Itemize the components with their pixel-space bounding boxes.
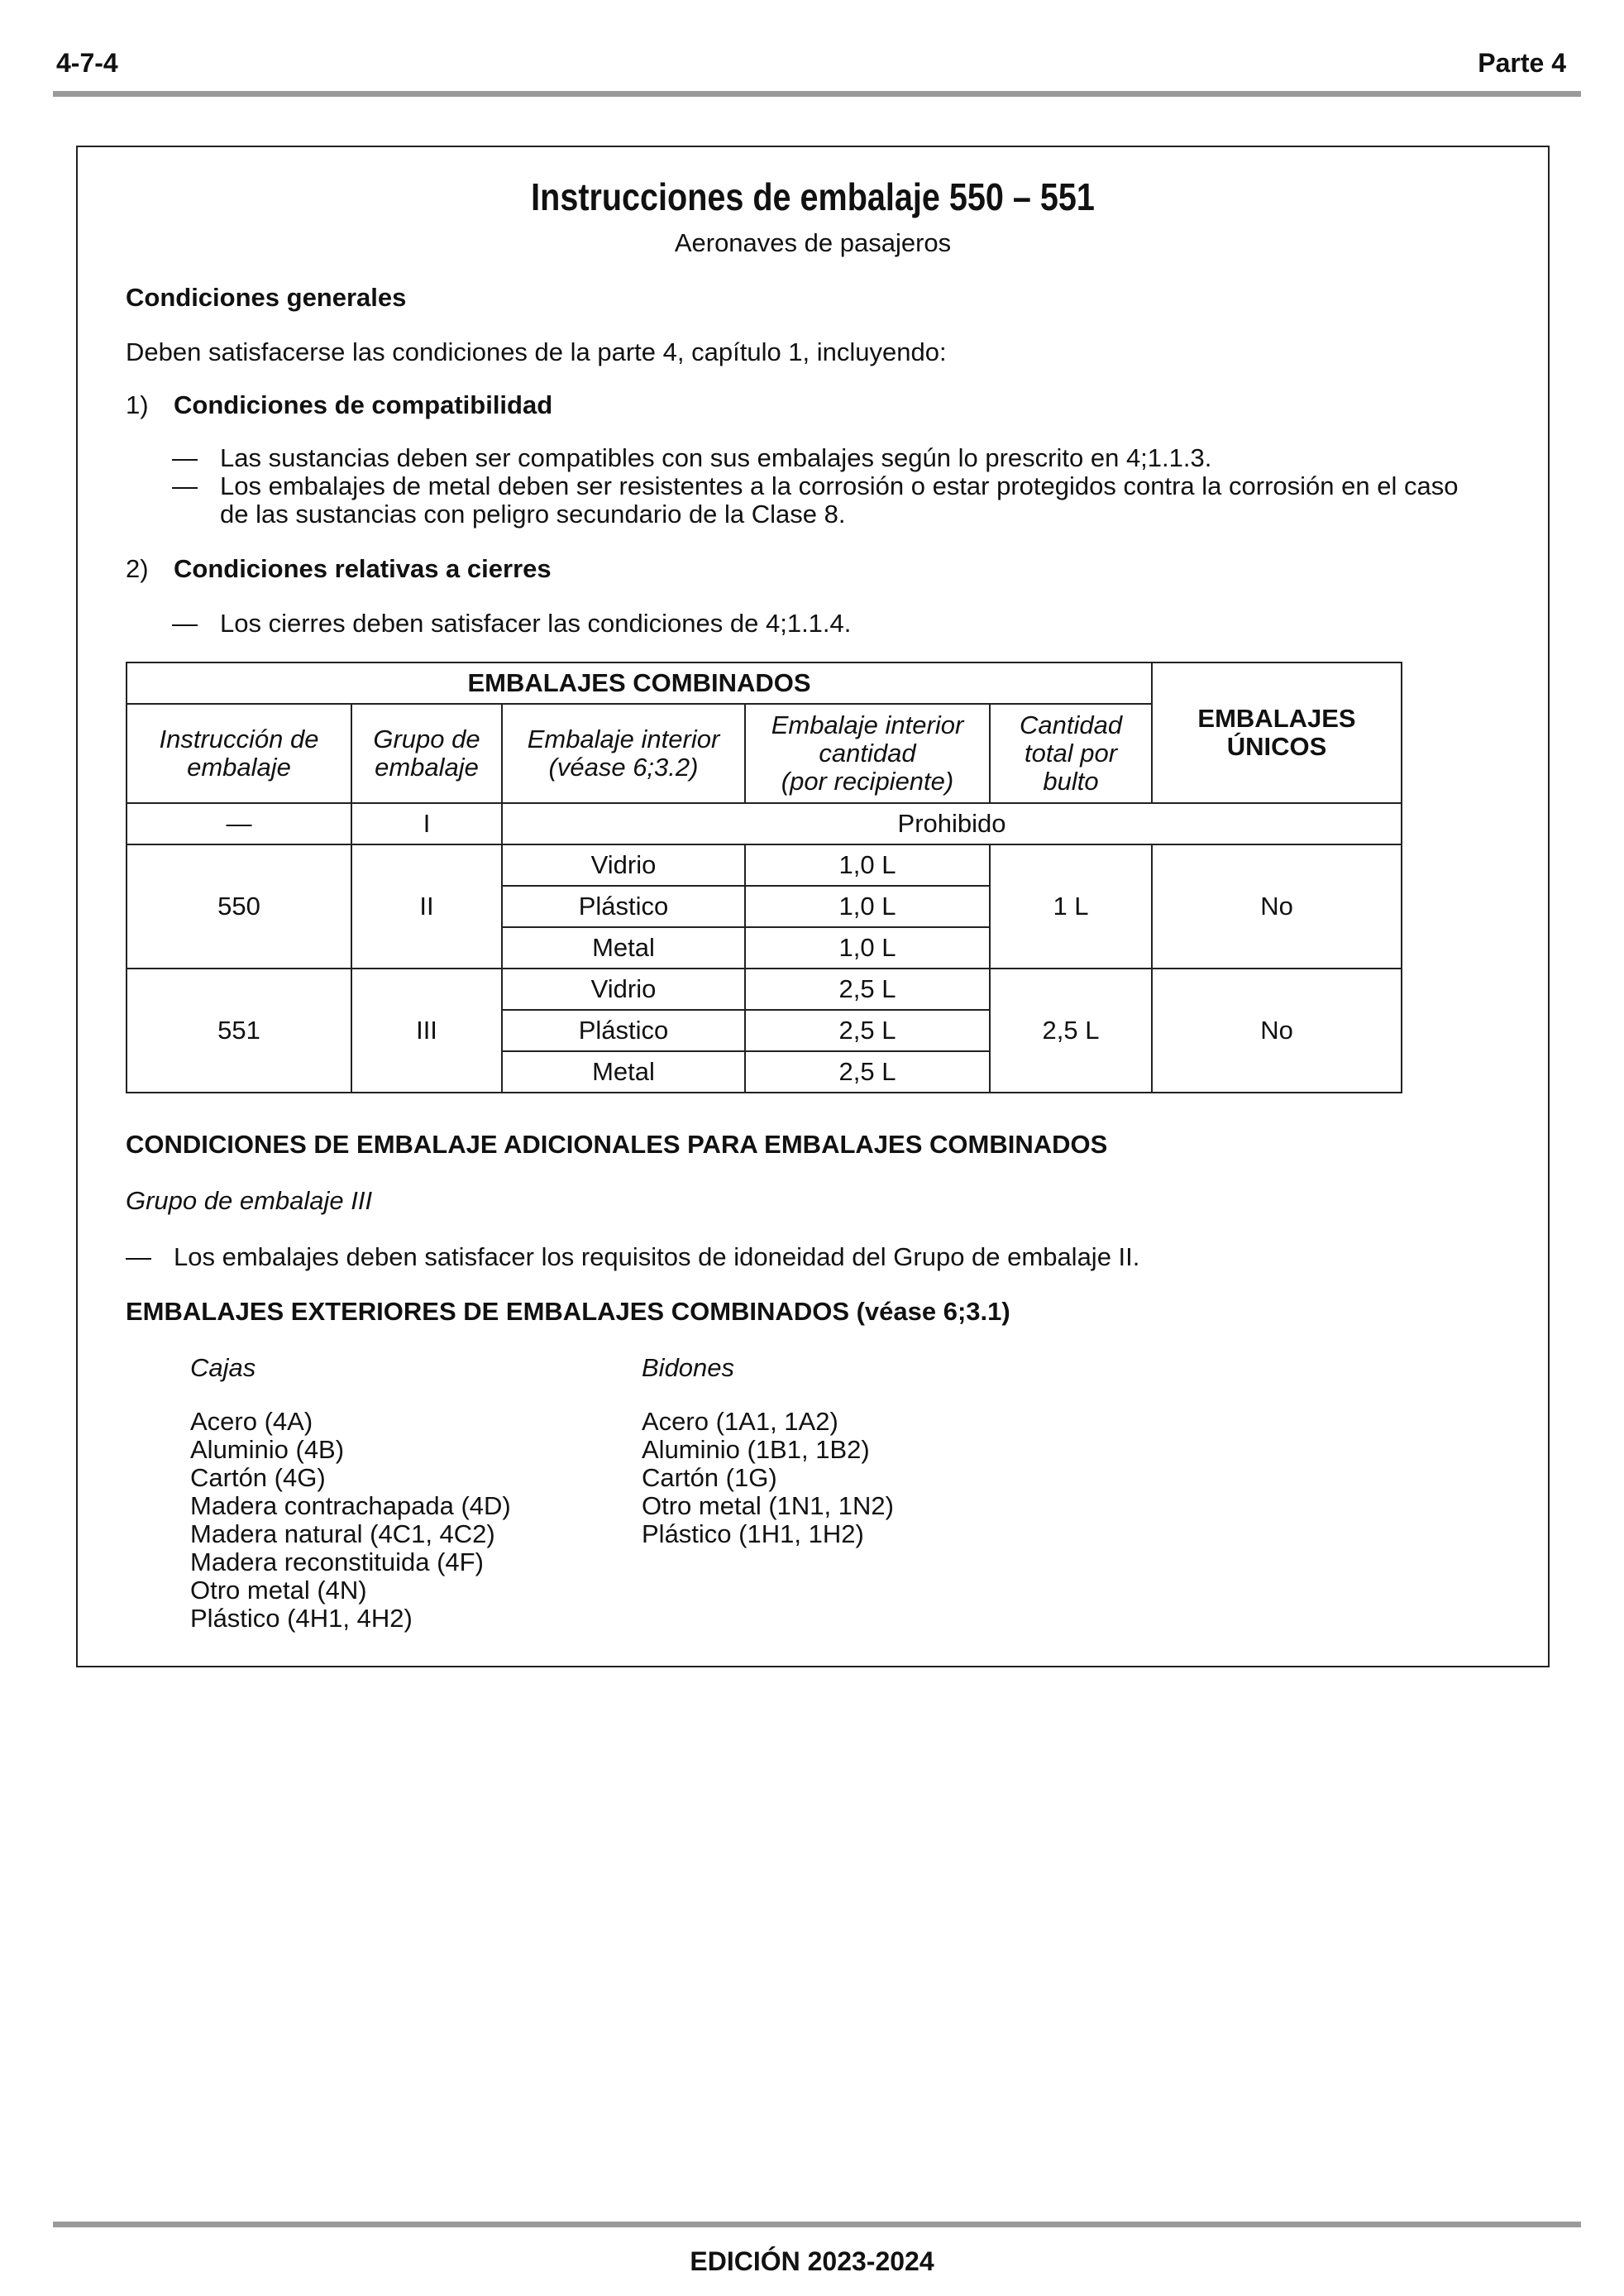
table-cell: No xyxy=(1152,844,1402,969)
header-inner-quantity: Embalaje interior cantidad (por recipiente) xyxy=(745,704,990,803)
general-heading: Condiciones generales xyxy=(126,283,407,312)
dash: — xyxy=(172,609,198,638)
additional-heading: CONDICIONES DE EMBALAJE ADICIONALES PARA EMBALAJES COMBINADOS xyxy=(126,1130,1108,1159)
part-label: Parte 4 xyxy=(1478,48,1566,78)
table-cell: 1,0 L xyxy=(745,886,990,927)
list-item: Madera reconstituida (4F) xyxy=(190,1547,484,1576)
header-packing-instruction: Instrucción de embalaje xyxy=(127,704,351,803)
closure-bullet: Los cierres deben satisfacer las condiciones de 4;1.1.4. xyxy=(220,609,852,638)
table-cell: Vidrio xyxy=(502,844,745,886)
instruction-box xyxy=(76,146,1550,1667)
list-item: Acero (4A) xyxy=(190,1407,313,1436)
section-1-heading: Condiciones de compatibilidad xyxy=(174,390,553,419)
table-row xyxy=(127,803,1402,844)
dash: — xyxy=(172,471,198,500)
list-item: Otro metal (4N) xyxy=(190,1576,367,1605)
table-cell: 551 xyxy=(127,969,351,1093)
combined-packagings-header: EMBALAJES COMBINADOS xyxy=(127,662,1152,704)
list-item: Plástico (1H1, 1H2) xyxy=(642,1519,864,1548)
table-cell: 2,5 L xyxy=(990,969,1152,1093)
document-subtitle: Aeronaves de pasajeros xyxy=(674,228,952,257)
table-cell: Metal xyxy=(502,927,745,969)
table-cell: 1 L xyxy=(990,844,1152,969)
list-item: Acero (1A1, 1A2) xyxy=(642,1407,838,1436)
list-item: Plástico (4H1, 4H2) xyxy=(190,1604,413,1633)
dash: — xyxy=(126,1242,151,1271)
page-number: 4-7-4 xyxy=(56,48,118,78)
section-1-number: 1) xyxy=(126,390,149,419)
edition-label: EDICIÓN 2023-2024 xyxy=(690,2246,934,2276)
dash: — xyxy=(172,443,198,472)
single-packagings-header: EMBALAJES ÚNICOS xyxy=(1152,662,1402,803)
table-cell: Metal xyxy=(502,1051,745,1093)
table-cell: 550 xyxy=(127,844,351,969)
table-cell: 2,5 L xyxy=(745,1051,990,1093)
table-cell: 2,5 L xyxy=(745,969,990,1010)
table-row xyxy=(127,969,1402,1010)
table-cell: 1,0 L xyxy=(745,927,990,969)
section-2-number: 2) xyxy=(126,554,149,583)
footer-rule xyxy=(53,2222,1581,2227)
section-2-heading: Condiciones relativas a cierres xyxy=(174,554,552,583)
list-item: Madera natural (4C1, 4C2) xyxy=(190,1519,495,1548)
outer-heading: EMBALAJES EXTERIORES DE EMBALAJES COMBINADOS (véase 6;3.1) xyxy=(126,1297,1010,1326)
drums-title: Bidones xyxy=(642,1353,735,1382)
general-intro: Deben satisfacerse las condiciones de la parte 4, capítulo 1, incluyendo: xyxy=(126,337,947,366)
list-item: Cartón (1G) xyxy=(642,1463,777,1492)
table-cell: Plástico xyxy=(502,886,745,927)
header-total-quantity: Cantidad total por bulto xyxy=(990,704,1152,803)
list-item: Madera contrachapada (4D) xyxy=(190,1491,511,1520)
table-cell: III xyxy=(351,969,502,1093)
boxes-title: Cajas xyxy=(190,1353,256,1382)
list-item: Otro metal (1N1, 1N2) xyxy=(642,1491,894,1520)
table-cell: 2,5 L xyxy=(745,1010,990,1051)
drums-list xyxy=(642,1408,894,1548)
boxes-list xyxy=(190,1408,511,1633)
packing-table xyxy=(126,662,1402,1093)
compat-bullet-2-line-2: de las sustancias con peligro secundario de la Clase 8. xyxy=(220,500,846,529)
header-inner-packaging: Embalaje interior (véase 6;3.2) xyxy=(502,704,745,803)
document-title: Instrucciones de embalaje 550 – 551 xyxy=(531,175,1095,218)
compat-bullet-2-line-1: Los embalajes de metal deben ser resistentes a la corrosión o estar protegidos contra la corrosión en el caso xyxy=(220,471,1459,500)
header-packing-group: Grupo de embalaje xyxy=(351,704,502,803)
list-item: Aluminio (4B) xyxy=(190,1435,345,1464)
table-cell: I xyxy=(351,803,502,844)
table-cell: Prohibido xyxy=(502,803,1402,844)
additional-group: Grupo de embalaje III xyxy=(126,1186,373,1215)
table-cell: II xyxy=(351,844,502,969)
list-item: Cartón (4G) xyxy=(190,1463,326,1492)
additional-bullet: Los embalajes deben satisfacer los requisitos de idoneidad del Grupo de embalaje II. xyxy=(174,1242,1140,1271)
table-row xyxy=(127,844,1402,886)
table-cell: Plástico xyxy=(502,1010,745,1051)
compat-bullet-1: Las sustancias deben ser compatibles con sus embalajes según lo prescrito en 4;1.1.3. xyxy=(220,443,1212,472)
table-cell: — xyxy=(127,803,351,844)
table-cell: Vidrio xyxy=(502,969,745,1010)
table-cell: No xyxy=(1152,969,1402,1093)
table-cell: 1,0 L xyxy=(745,844,990,886)
list-item: Aluminio (1B1, 1B2) xyxy=(642,1435,870,1464)
header-rule xyxy=(53,91,1581,97)
